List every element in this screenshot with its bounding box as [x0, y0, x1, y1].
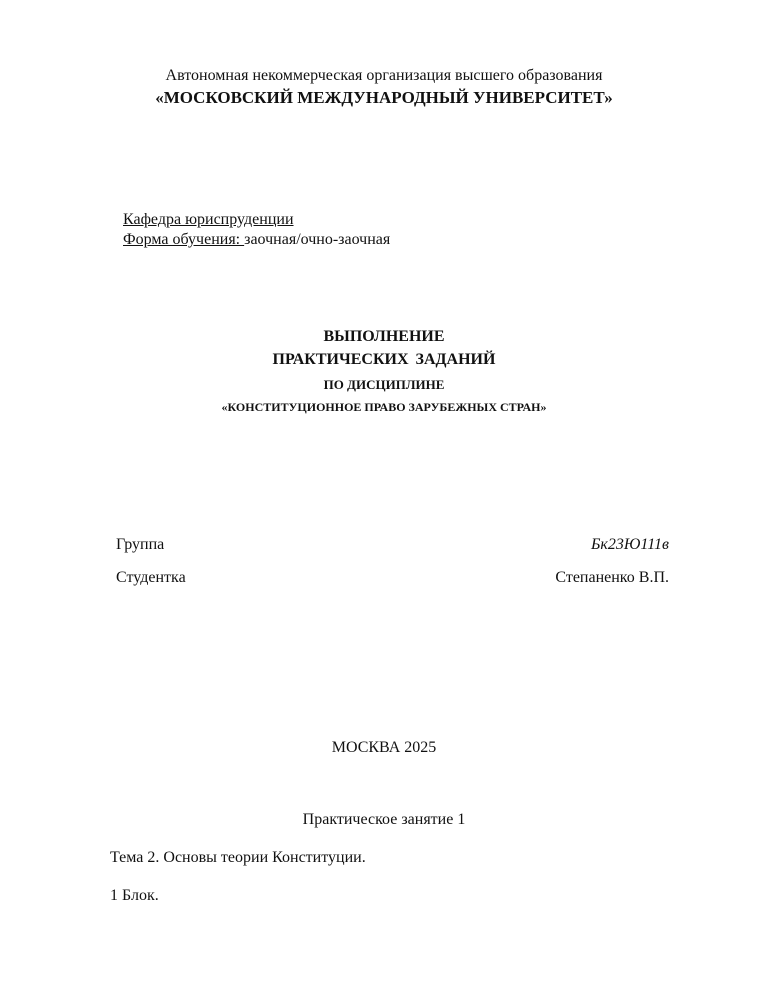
block-line: 1 Блок. [110, 887, 159, 904]
university-name: «МОСКОВСКИЙ МЕЖДУНАРОДНЫЙ УНИВЕРСИТЕТ» [155, 88, 613, 107]
study-form-label: Форма обучения: [123, 231, 245, 248]
department-label: Кафедра юриспруденции [123, 211, 294, 228]
student-name: Степаненко В.П. [555, 569, 669, 586]
title-line-2: ПРАКТИЧЕСКИХ ЗАДАНИЙ [272, 351, 496, 368]
group-value: Бк23Ю111в [590, 536, 669, 553]
title-line-3: ПО ДИСЦИПЛИНЕ [323, 377, 445, 392]
student-label: Студентка [116, 569, 186, 586]
group-label: Группа [116, 536, 165, 553]
study-form-value: заочная/очно-заочная [244, 231, 391, 248]
discipline-name: «КОНСТИТУЦИОННОЕ ПРАВО ЗАРУБЕЖНЫХ СТРАН» [221, 400, 547, 414]
title-line-1: ВЫПОЛНЕНИЕ [323, 328, 445, 345]
topic-line: Тема 2. Основы теории Конституции. [110, 849, 366, 866]
organization-line: Автономная некоммерческая организация высшего образования [165, 67, 603, 84]
city-year: МОСКВА 2025 [331, 739, 437, 756]
study-form [123, 231, 390, 249]
lesson-title: Практическое занятие 1 [302, 811, 466, 828]
